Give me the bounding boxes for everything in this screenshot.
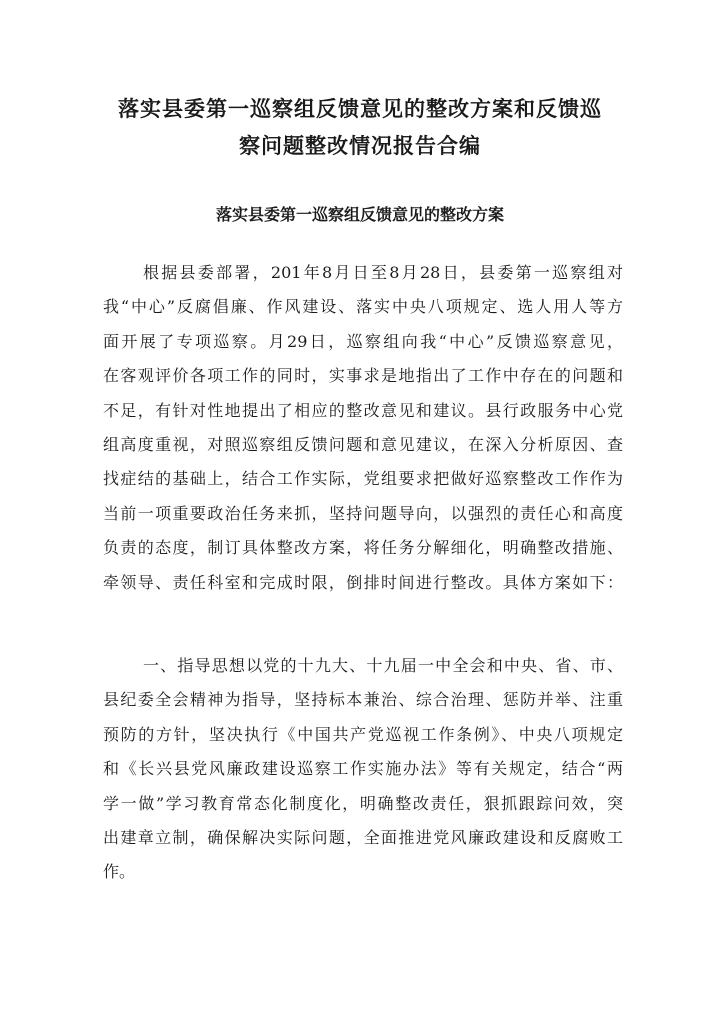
- text-line: 组高度重视，对照巡察组反馈问题和意见建议，在深入分析原因、查: [103, 435, 623, 455]
- text-line: 我“中心”反腐倡廉、作风建设、落实中央八项规定、选人用人等方: [103, 297, 623, 317]
- paragraph-guiding-ideology: [103, 649, 623, 890]
- text-line: 学一做”学习教育常态化制度化，明确整改责任，狠抓跟踪问效，突: [103, 793, 623, 813]
- text-line: 不足，有针对性地提出了相应的整改意见和建议。县行政服务中心党: [103, 400, 623, 420]
- text-line: 县纪委全会精神为指导，坚持标本兼治、综合治理、惩防并举、注重: [103, 690, 623, 710]
- paragraph-intro: [103, 256, 623, 600]
- text-line: 作。: [103, 862, 136, 882]
- title-line: 察问题整改情况报告合编: [239, 133, 481, 158]
- text-line: 预防的方针，坚决执行《中国共产党巡视工作条例》、中央八项规定: [103, 724, 623, 744]
- text-line: 根据县委部署，201年8月日至8月28日，县委第一巡察组对: [143, 263, 623, 282]
- text-line: 在客观评价各项工作的同时，实事求是地指出了工作中存在的问题和: [103, 366, 623, 386]
- text-line: 面开展了专项巡察。月29日，巡察组向我“中心”反馈巡察意见，: [103, 331, 623, 351]
- title-line: 落实县委第一巡察组反馈意见的整改方案和反馈巡: [118, 96, 602, 121]
- text-line: 负责的态度，制订具体整改方案，将任务分解细化，明确整改措施、: [103, 538, 623, 558]
- text-line: 牵领导、责任科室和完成时限，倒排时间进行整改。具体方案如下：: [103, 572, 623, 592]
- text-line: 一、指导思想以党的十九大、十九届一中全会和中央、省、市、: [143, 656, 623, 675]
- text-line: 当前一项重要政治任务来抓，坚持问题导向，以强烈的责任心和高度: [103, 503, 623, 523]
- text-line: 和《长兴县党风廉政建设巡察工作实施办法》等有关规定，结合“两: [103, 759, 623, 779]
- document-title: [100, 90, 620, 164]
- text-line: 出建章立制，确保解决实际问题，全面推进党风廉政建设和反腐败工: [103, 828, 623, 848]
- text-line: 找症结的基础上，结合工作实际，党组要求把做好巡察整改工作作为: [103, 469, 623, 489]
- section-title: 落实县委第一巡察组反馈意见的整改方案: [215, 205, 504, 224]
